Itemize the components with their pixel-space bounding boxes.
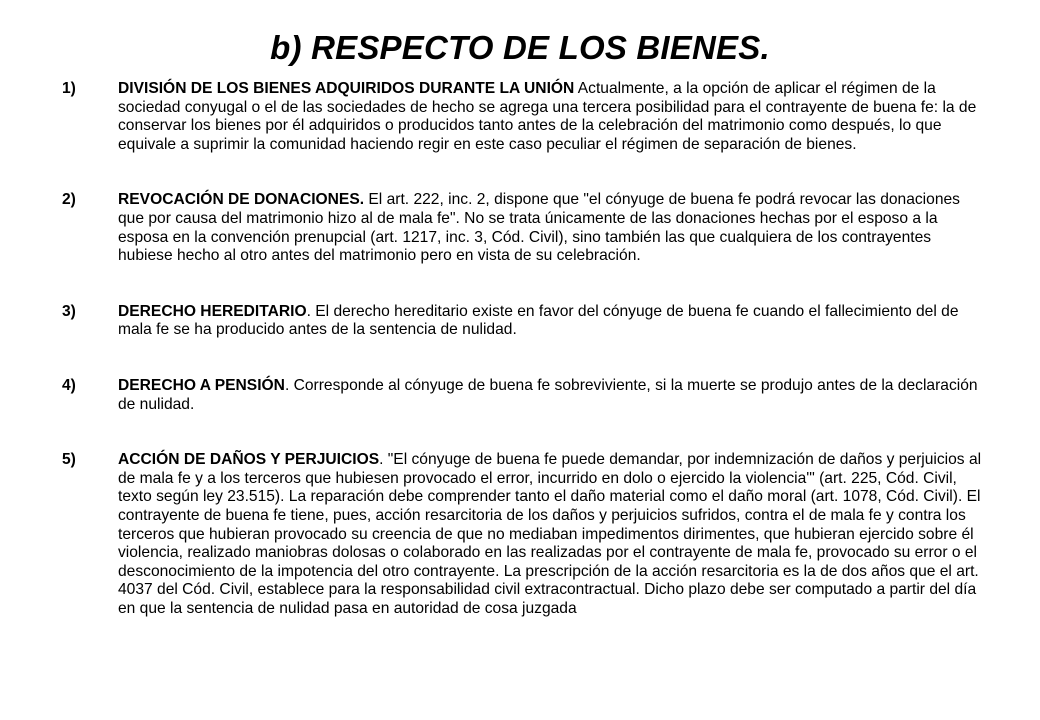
item-text: El art. 222, inc. 2, dispone que "el cónyuge de buena fe podrá revocar las donaciones que por causa del matrimonio hizo al de mala fe". No se trata únicamente de las donaciones hechas por el esposo a la esposa en la convención prenupcial (art. 1217, inc. 3, Cód. Civil), sino también las que cualquiera de los contrayentes hubiese hecho al otro antes del matrimonio pero en vista de su celebración. bbox=[118, 191, 960, 265]
list-item bbox=[62, 191, 987, 265]
item-heading: REVOCACIÓN DE DONACIONES. bbox=[118, 191, 365, 209]
item-text: . El derecho hereditario existe en favor del cónyuge de buena fe cuando el fallecimiento del de mala fe se ha producido antes de la sentencia de nulidad. bbox=[118, 302, 959, 339]
item-heading: DERECHO A PENSIÓN bbox=[118, 376, 285, 394]
item-list bbox=[62, 80, 987, 655]
item-number: 3) bbox=[62, 302, 76, 320]
item-number: 2) bbox=[62, 191, 76, 209]
list-item bbox=[62, 303, 987, 340]
item-number: 1) bbox=[62, 80, 76, 97]
slide-title: b) RESPECTO DE LOS BIENES. bbox=[270, 29, 770, 66]
item-number: 5) bbox=[62, 451, 76, 469]
item-heading: ACCIÓN DE DAÑOS Y PERJUICIOS bbox=[118, 451, 380, 469]
item-heading: DIVISIÓN DE LOS BIENES ADQUIRIDOS DURANTE LA UNIÓN bbox=[118, 80, 575, 97]
item-text: Actualmente, a la opción de aplicar el régimen de la sociedad conyugal o el de las sociedades de hecho se agrega una tercera posibilidad para el contrayente de buena fe: la de conservar los bienes por él adquiridos o producidos tanto antes de la celebración del matrimonio como después, lo que equivale a suprimir la comunidad haciendo regir en este caso peculiar el régimen de separación de bienes. bbox=[118, 80, 977, 153]
list-item bbox=[62, 451, 987, 618]
item-heading: DERECHO HEREDITARIO bbox=[118, 302, 307, 320]
item-text: . Corresponde al cónyuge de buena fe sobreviviente, si la muerte se produjo antes de la declaración de nulidad. bbox=[118, 376, 978, 413]
item-number: 4) bbox=[62, 376, 76, 394]
list-item bbox=[62, 80, 987, 154]
list-item bbox=[62, 377, 987, 414]
item-text: . "El cónyuge de buena fe puede demandar, por indemnización de daños y perjuicios al de mala fe y a los terceros que hubiesen provocado el error, incurrido en dolo o ejercido la violencia'" (art. 225, Cód. Civil, texto según ley 23.515). La reparación debe comprender tanto el daño material como el daño moral (art. 1078, Cód. Civil). El contrayente de buena fe tiene, pues, acción resarcitoria de los daños y perjuicios sufridos, contra el de mala fe y contra los terceros que hubieran provocado su creencia de que no mediaban impedimentos dirimentes, que hubieran ejercido sobre él violencia, realizado maniobras dolosas o colaborado en las realizadas por el contrayente de mala fe, provocado su error o el desconocimiento de la impotencia del otro contrayente. La prescripción de la acción resarcitoria es la de dos años que el art. 4037 del Cód. Civil, establece para la responsabilidad civil extracontractual. Dicho plazo debe ser computado a partir del día en que la sentencia de nulidad pasa en autoridad de cosa juzgada bbox=[118, 451, 982, 617]
